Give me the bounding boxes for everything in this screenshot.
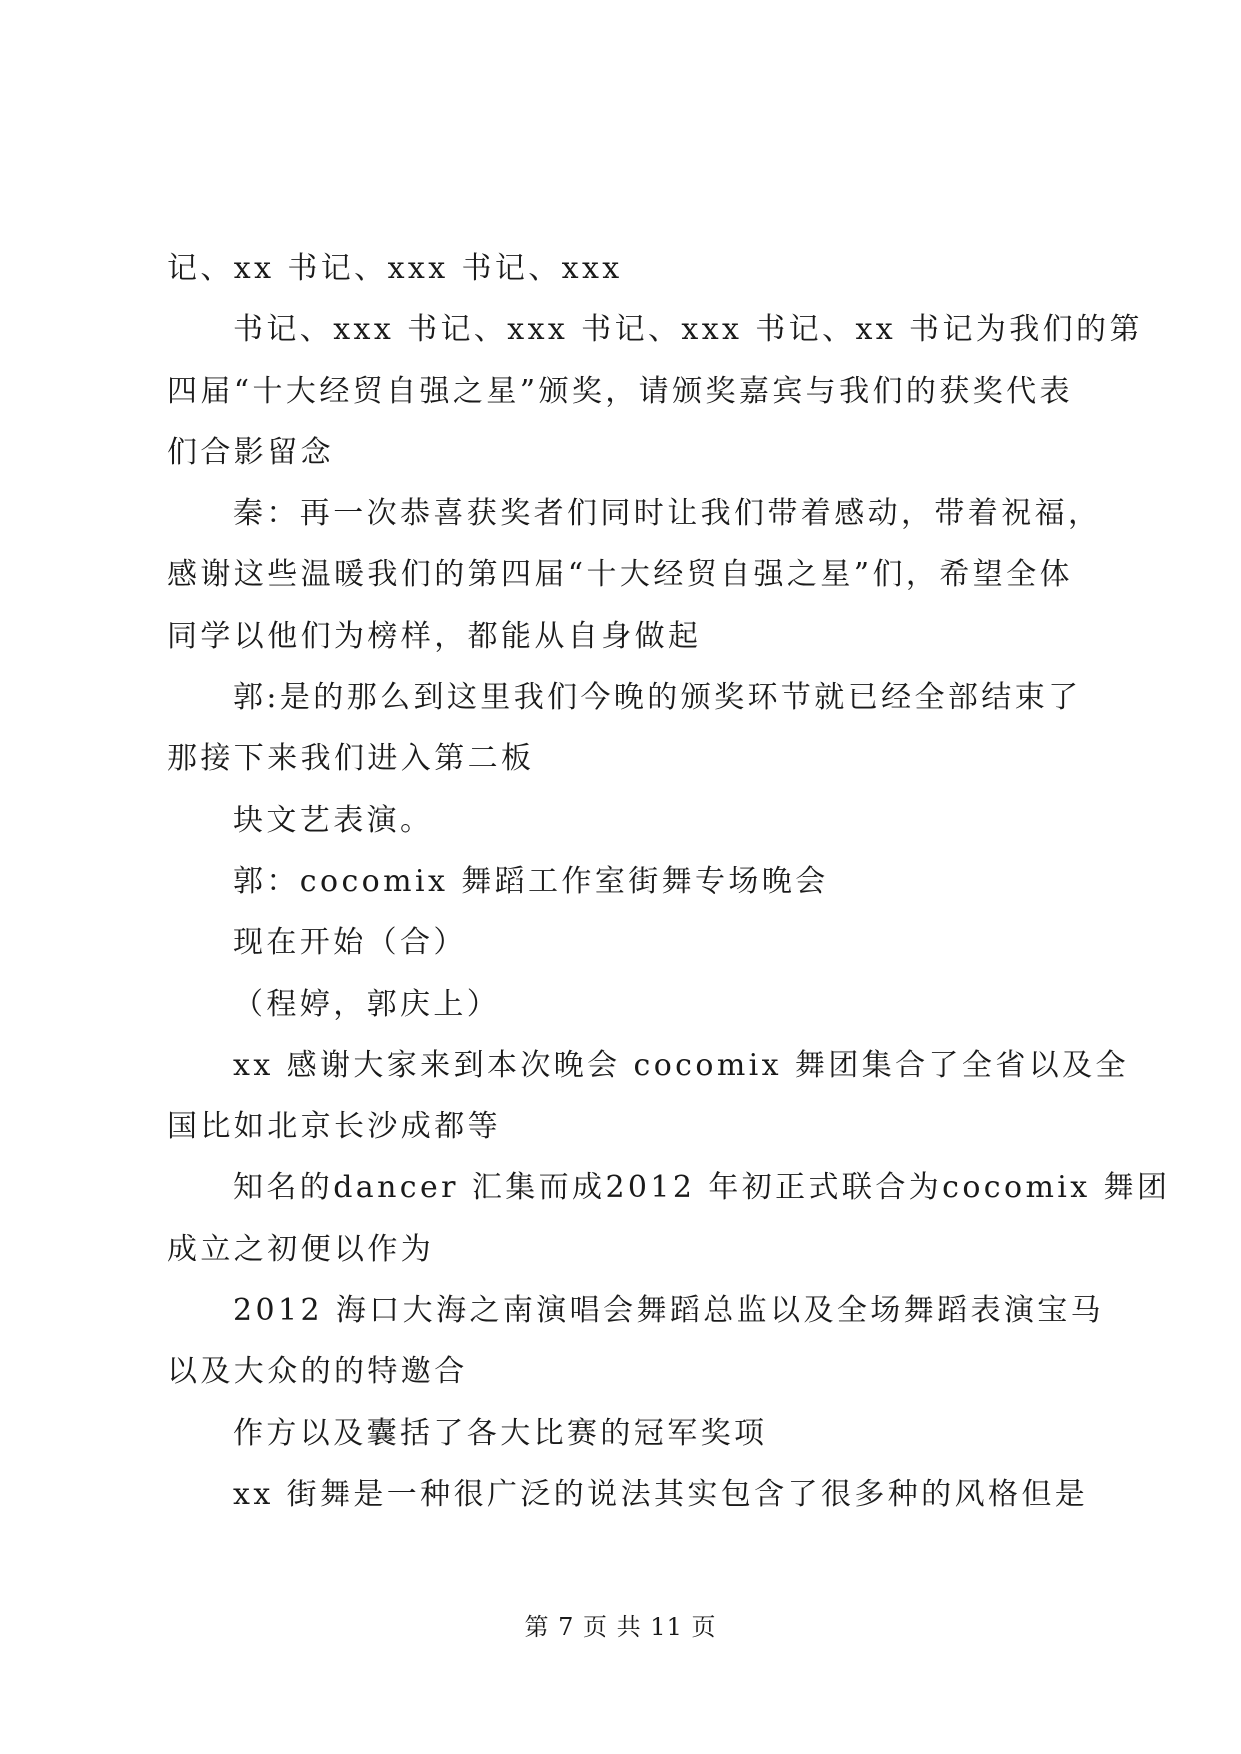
text-line: xx 感谢大家来到本次晚会 cocomix 舞团集合了全省以及全 — [233, 1047, 1129, 1083]
text-line: 以及大众的的特邀合 — [167, 1354, 468, 1390]
text-line: 2012 海口大海之南演唱会舞蹈总监以及全场舞蹈表演宝马 — [233, 1293, 1105, 1329]
text-line: 郭：cocomix 舞蹈工作室街舞专场晚会 — [233, 863, 829, 899]
text-line: 块文艺表演。 — [233, 802, 434, 838]
text-line: （程婷，郭庆上） — [233, 986, 501, 1022]
text-line: 们合影留念 — [167, 434, 334, 470]
text-line: 作方以及囊括了各大比赛的冠军奖项 — [233, 1415, 768, 1451]
text-line: 现在开始（合） — [233, 925, 467, 961]
text-line: 秦：再一次恭喜获奖者们同时让我们带着感动，带着祝福， — [233, 496, 1102, 532]
text-line: 四届“十大经贸自强之星”颁奖，请颁奖嘉宾与我们的获奖代表 — [167, 373, 1073, 409]
text-line: 国比如北京长沙成都等 — [167, 1109, 501, 1145]
text-line: 同学以他们为榜样，都能从自身做起 — [167, 618, 702, 654]
text-line: 那接下来我们进入第二板 — [167, 741, 535, 777]
body-text — [167, 238, 1171, 1525]
text-line: 郭:是的那么到这里我们今晚的颁奖环节就已经全部结束了 — [233, 680, 1082, 716]
text-line: 知名的dancer 汇集而成2012 年初正式联合为cocomix 舞团 — [233, 1170, 1171, 1206]
text-line: 感谢这些温暖我们的第四届“十大经贸自强之星”们，希望全体 — [167, 557, 1073, 593]
text-line: 记、xx 书记、xxx 书记、xxx — [167, 251, 623, 286]
text-line: 书记、xxx 书记、xxx 书记、xxx 书记、xx 书记为我们的第 — [233, 312, 1143, 348]
text-line: 成立之初便以作为 — [167, 1231, 435, 1267]
page-number-footer: 第 7 页 共 11 页 — [524, 1613, 717, 1641]
text-line: xx 街舞是一种很广泛的说法其实包含了很多种的风格但是 — [233, 1476, 1089, 1512]
